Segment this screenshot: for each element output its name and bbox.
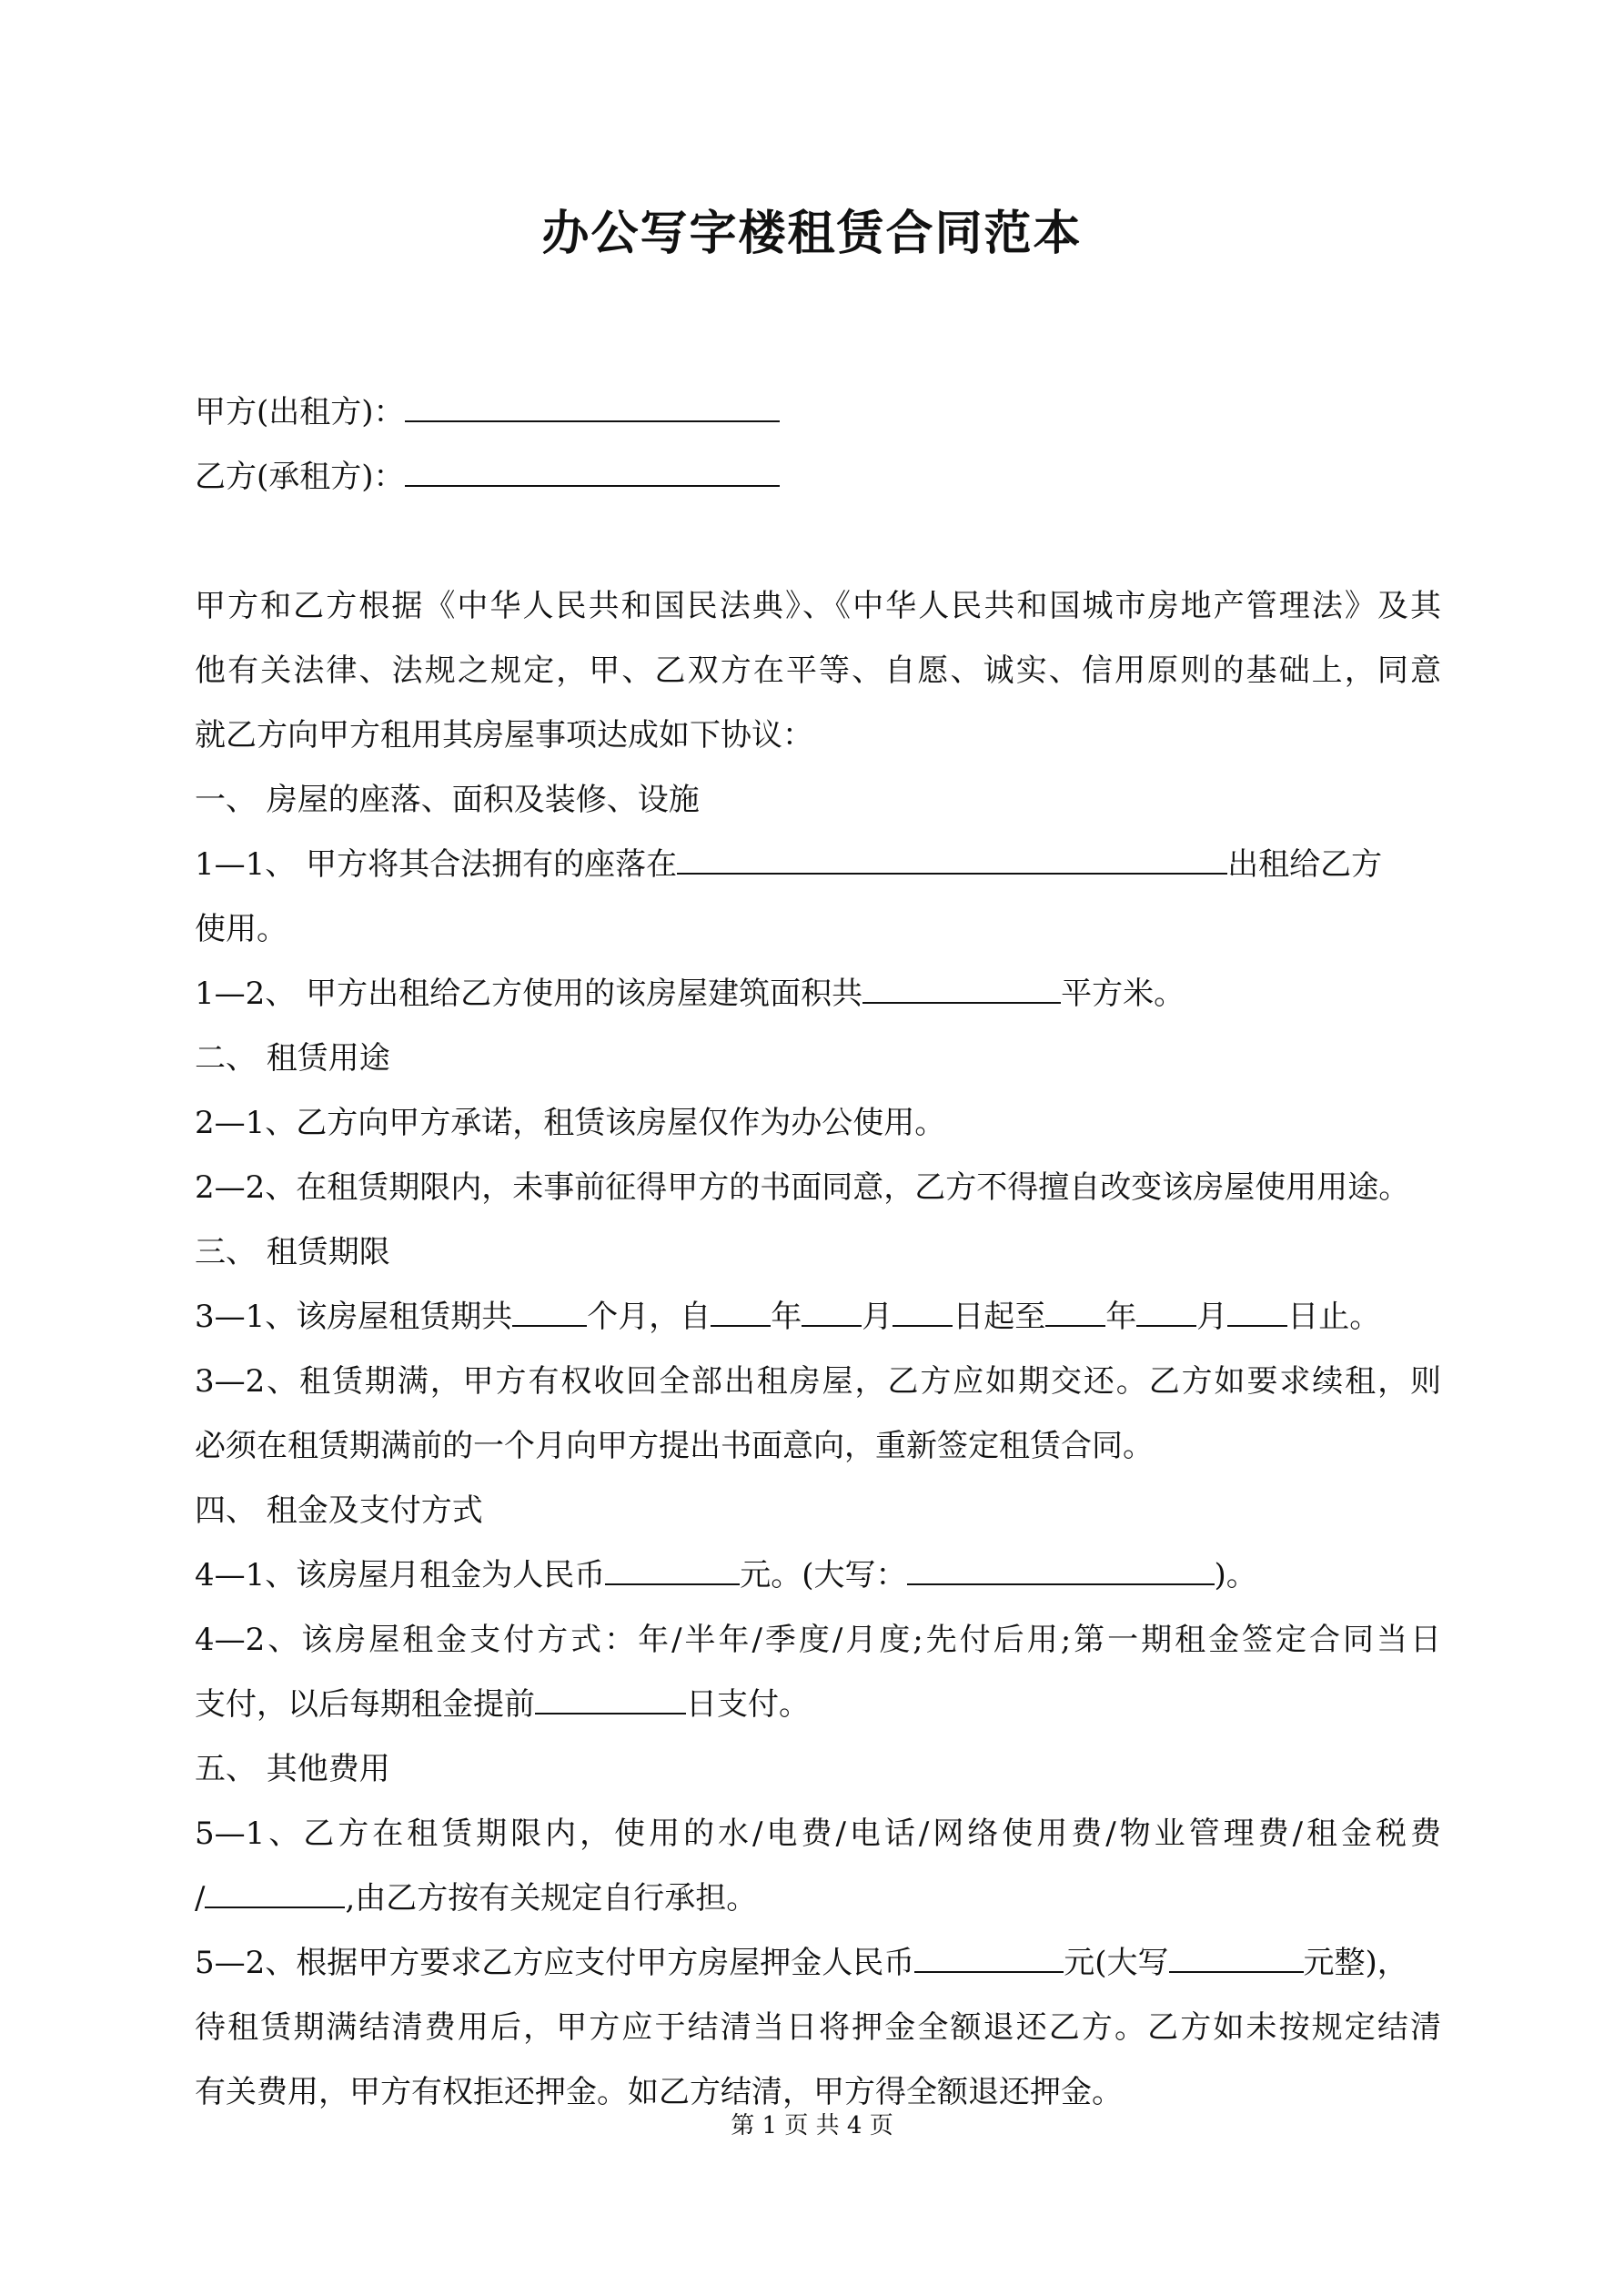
clause-3-1-text-c: 年 — [771, 1299, 802, 1335]
clause-4-2-line-1: 4—2、该房屋租金支付方式：年/半年/季度/月度;先付后用;第一期租金签定合同当日 — [195, 1622, 1441, 1658]
clause-1-2-suffix: 平方米。 — [1061, 976, 1185, 1012]
other-fee-blank — [205, 1879, 345, 1908]
clause-2-2: 2—2、在租赁期限内，未事前征得甲方的书面同意，乙方不得擅自改变该房屋使用用途。 — [195, 1169, 1410, 1206]
section-3-heading: 三、 租赁期限 — [195, 1234, 390, 1270]
section-4-heading: 四、 租金及支付方式 — [195, 1492, 483, 1529]
document-title: 办公写字楼租赁合同范本 — [541, 206, 1083, 261]
clause-3-1-text-d: 月 — [862, 1299, 893, 1335]
rent-amount-blank — [605, 1556, 740, 1585]
document-body — [195, 380, 1441, 2125]
clause-5-1-line-2 — [195, 1866, 1441, 1931]
section-2-heading: 二、 租赁用途 — [195, 1040, 390, 1077]
clause-4-2-text-a: 支付，以后每期租金提前 — [195, 1686, 535, 1723]
clause-1-1-suffix: 出租给乙方 — [1227, 846, 1383, 883]
clause-4-1 — [195, 1543, 1441, 1608]
clause-3-1-text-h: 日止。 — [1287, 1299, 1381, 1335]
section-1-heading: 一、 房屋的座落、面积及装修、设施 — [195, 782, 700, 818]
end-year-blank — [1045, 1298, 1105, 1327]
clause-5-2-line-3: 有关费用，甲方有权拒还押金。如乙方结清，甲方得全额退还押金。 — [195, 2074, 1123, 2110]
clause-3-1 — [195, 1285, 1441, 1350]
clause-3-1-text-a: 3—1、该房屋租赁期共 — [195, 1299, 513, 1335]
clause-5-1-text-a: / — [195, 1880, 206, 1917]
clause-3-2-line-1: 3—2、租赁期满，甲方有权收回全部出租房屋，乙方应如期交还。乙方如要求续租，则 — [195, 1363, 1441, 1400]
preamble-line-2: 他有关法律、法规之规定，甲、乙双方在平等、自愿、诚实、信用原则的基础上，同意 — [195, 652, 1441, 689]
clause-1-2-prefix: 1—2、 甲方出租给乙方使用的该房屋建筑面积共 — [195, 976, 863, 1012]
clause-4-1-text-a: 4—1、该房屋月租金为人民币 — [195, 1557, 606, 1593]
clause-3-1-text-g: 月 — [1196, 1299, 1228, 1335]
rent-words-blank — [907, 1556, 1215, 1585]
start-month-blank — [802, 1298, 862, 1327]
clause-1-2 — [195, 962, 1441, 1027]
party-a-label: 甲方(出租方)： — [195, 394, 405, 430]
clause-1-1-line-2: 使用。 — [195, 911, 287, 947]
clause-1-1-prefix: 1—1、 甲方将其合法拥有的座落在 — [195, 846, 678, 883]
start-day-blank — [893, 1298, 953, 1327]
section-5-heading: 五、 其他费用 — [195, 1751, 390, 1787]
clause-5-2-line-2: 待租赁期满结清费用后，甲方应于结清当日将押金全额退还乙方。乙方如未按规定结清 — [195, 2009, 1441, 2046]
clause-3-1-text-e: 日起至 — [953, 1299, 1046, 1335]
party-b-blank — [405, 458, 780, 487]
clause-4-1-text-c: )。 — [1214, 1557, 1257, 1593]
clause-5-2-line-1 — [195, 1931, 1441, 1996]
clause-5-2-text-c: 元整)， — [1303, 1945, 1408, 1981]
clause-3-1-text-f: 年 — [1105, 1299, 1137, 1335]
page-footer: 第 1 页 共 4 页 — [731, 2112, 893, 2139]
clause-5-2-text-a: 5—2、根据甲方要求乙方应支付甲方房屋押金人民币 — [195, 1945, 915, 1981]
advance-days-blank — [535, 1685, 686, 1714]
clause-5-2-text-b: 元(大写 — [1064, 1945, 1169, 1981]
preamble-line-1: 甲方和乙方根据《中华人民共和国民法典》、《中华人民共和国城市房地产管理法》及其 — [195, 588, 1441, 624]
end-month-blank — [1136, 1298, 1196, 1327]
clause-4-2-text-b: 日支付。 — [686, 1686, 810, 1723]
clause-5-1-text-b: ,由乙方按有关规定自行承担。 — [345, 1880, 758, 1917]
clause-5-1-line-1: 5—1、乙方在租赁期限内，使用的水/电费/电话/网络使用费/物业管理费/租金税费 — [195, 1816, 1441, 1852]
start-year-blank — [711, 1298, 771, 1327]
clause-3-1-text-b: 个月，自 — [587, 1299, 711, 1335]
preamble-line-3: 就乙方向甲方租用其房屋事项达成如下协议： — [195, 717, 813, 754]
clause-1-1 — [195, 833, 1441, 897]
location-blank — [677, 845, 1227, 875]
spacer — [195, 510, 1441, 574]
party-b-label: 乙方(承租方)： — [195, 459, 405, 495]
area-blank — [862, 975, 1061, 1004]
clause-3-2-line-2: 必须在租赁期满前的一个月向甲方提出书面意向，重新签定租赁合同。 — [195, 1428, 1154, 1464]
clause-4-1-text-b: 元。(大写： — [740, 1557, 907, 1593]
months-blank — [512, 1298, 587, 1327]
deposit-words-blank — [1169, 1944, 1304, 1973]
clause-2-1: 2—1、乙方向甲方承诺，租赁该房屋仅作为办公使用。 — [195, 1105, 946, 1141]
party-b-line — [195, 445, 1441, 510]
party-a-blank — [405, 393, 780, 422]
party-a-line — [195, 380, 1441, 445]
clause-4-2-line-2 — [195, 1673, 1441, 1737]
deposit-amount-blank — [914, 1944, 1064, 1973]
end-day-blank — [1227, 1298, 1287, 1327]
